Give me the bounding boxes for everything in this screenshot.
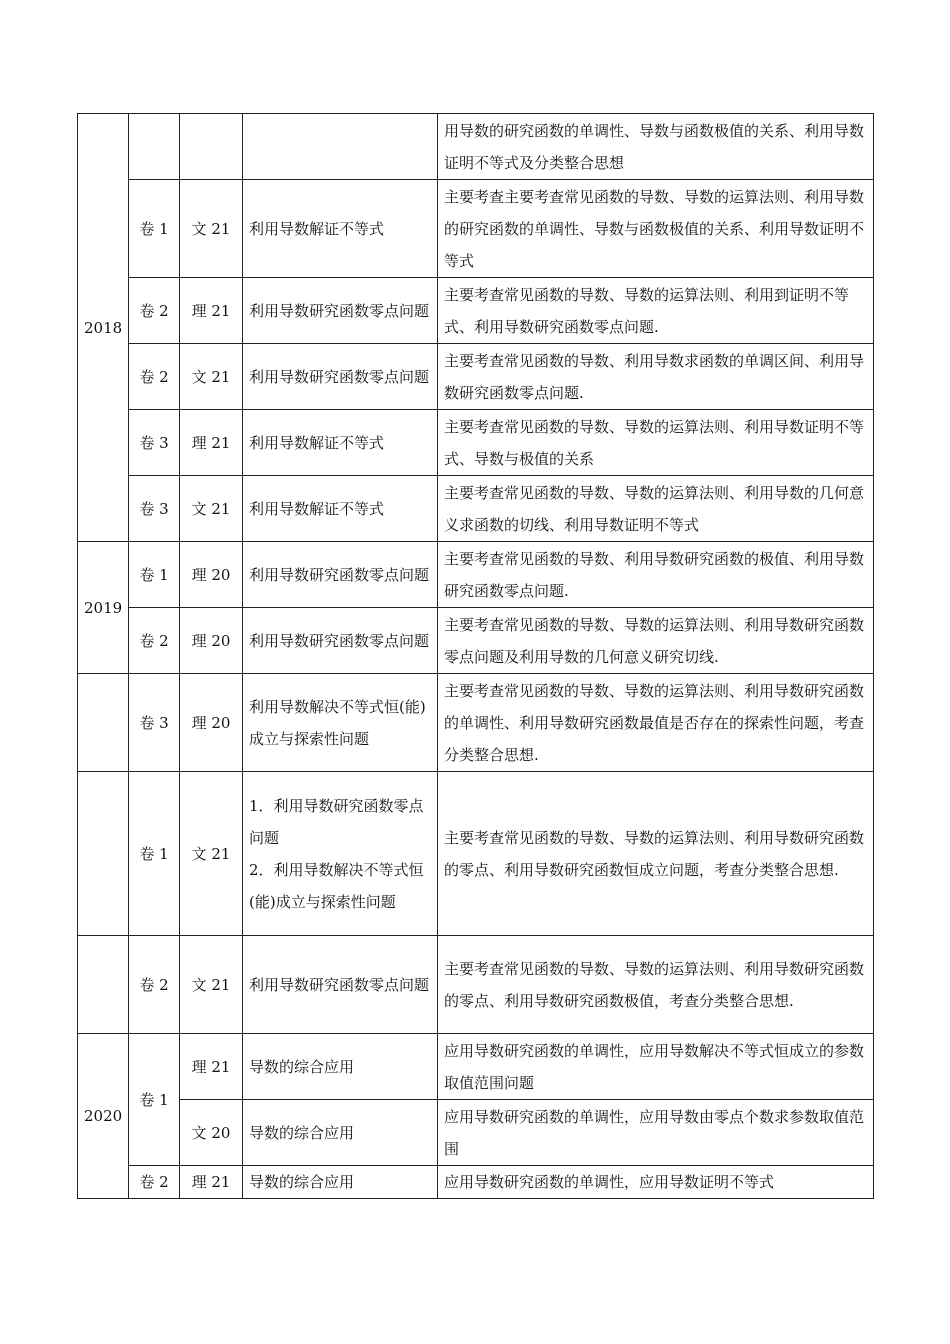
paper-cell: 卷 1: [129, 772, 180, 936]
description-cell: 主要考查主要考查常见函数的导数、导数的运算法则、利用导数的研究函数的单调性、导数与函数极值的关系、利用导数证明不等式: [438, 180, 874, 278]
question-cell: 文 21: [180, 180, 243, 278]
table-row: [78, 772, 874, 936]
topic-cell: 利用导数研究函数零点问题: [243, 608, 438, 674]
description-cell: 应用导数研究函数的单调性，应用导数解决不等式恒成立的参数取值范围问题: [438, 1034, 874, 1100]
table-row: [78, 608, 874, 674]
topic-cell: 利用导数研究函数零点问题: [243, 542, 438, 608]
description-cell: 主要考查常见函数的导数、导数的运算法则、利用到证明不等式、利用导数研究函数零点问题.: [438, 278, 874, 344]
topic-cell: 利用导数解证不等式: [243, 180, 438, 278]
table-row: [78, 278, 874, 344]
table-row: [78, 410, 874, 476]
paper-cell: 卷 3: [129, 674, 180, 772]
description-cell: 主要考查常见函数的导数、利用导数求函数的单调区间、利用导数研究函数零点问题.: [438, 344, 874, 410]
question-cell: 理 21: [180, 410, 243, 476]
question-cell: [180, 114, 243, 180]
year-cell-empty: [78, 936, 129, 1034]
question-cell: 理 20: [180, 608, 243, 674]
description-cell: 主要考查常见函数的导数、导数的运算法则、利用导数的几何意义求函数的切线、利用导数证明不等式: [438, 476, 874, 542]
description-cell: 主要考查常见函数的导数、利用导数研究函数的极值、利用导数研究函数零点问题.: [438, 542, 874, 608]
table-row: [78, 542, 874, 608]
year-cell-empty: [78, 674, 129, 772]
question-cell: 文 21: [180, 476, 243, 542]
table-row: [78, 344, 874, 410]
question-cell: 理 21: [180, 1166, 243, 1199]
table-row: [78, 1034, 874, 1100]
description-cell: 主要考查常见函数的导数、导数的运算法则、利用导数证明不等式、导数与极值的关系: [438, 410, 874, 476]
topic-cell: 利用导数研究函数零点问题: [243, 344, 438, 410]
year-cell: 2018: [78, 114, 129, 542]
question-cell: 理 21: [180, 1034, 243, 1100]
table-row: [78, 180, 874, 278]
paper-cell: 卷 1: [129, 1034, 180, 1166]
paper-cell: 卷 1: [129, 180, 180, 278]
topic-cell: 导数的综合应用: [243, 1100, 438, 1166]
description-cell: 用导数的研究函数的单调性、导数与函数极值的关系、利用导数证明不等式及分类整合思想: [438, 114, 874, 180]
topic-cell: 利用导数解决不等式恒(能)成立与探索性问题: [243, 674, 438, 772]
description-cell: 主要考查常见函数的导数、导数的运算法则、利用导数研究函数的零点、利用导数研究函数恒成立问题，考查分类整合思想.: [438, 772, 874, 936]
year-cell: 2019: [78, 542, 129, 674]
paper-cell: 卷 2: [129, 936, 180, 1034]
description-cell: 主要考查常见函数的导数、导数的运算法则、利用导数研究函数的零点、利用导数研究函数极值，考查分类整合思想.: [438, 936, 874, 1034]
paper-cell: [129, 114, 180, 180]
topic-cell: 导数的综合应用: [243, 1034, 438, 1100]
question-cell: 文 20: [180, 1100, 243, 1166]
table-row: [78, 936, 874, 1034]
paper-cell: 卷 2: [129, 1166, 180, 1199]
question-cell: 理 21: [180, 278, 243, 344]
paper-cell: 卷 1: [129, 542, 180, 608]
table-row: [78, 114, 874, 180]
description-cell: 主要考查常见函数的导数、导数的运算法则、利用导数研究函数零点问题及利用导数的几何意义研究切线.: [438, 608, 874, 674]
paper-cell: 卷 2: [129, 608, 180, 674]
paper-cell: 卷 3: [129, 410, 180, 476]
description-cell: 主要考查常见函数的导数、导数的运算法则、利用导数研究函数的单调性、利用导数研究函数最值是否存在的探索性问题，考查分类整合思想.: [438, 674, 874, 772]
topic-cell: 利用导数解证不等式: [243, 410, 438, 476]
topic-cell: 导数的综合应用: [243, 1166, 438, 1199]
table-row: [78, 674, 874, 772]
exam-analysis-table: [77, 113, 874, 1199]
paper-cell: 卷 2: [129, 278, 180, 344]
table-row: [78, 1100, 874, 1166]
topic-cell: 利用导数解证不等式: [243, 476, 438, 542]
question-cell: 文 21: [180, 936, 243, 1034]
description-cell: 应用导数研究函数的单调性，应用导数证明不等式: [438, 1166, 874, 1199]
year-cell-empty: [78, 772, 129, 936]
paper-cell: 卷 2: [129, 344, 180, 410]
paper-cell: 卷 3: [129, 476, 180, 542]
question-cell: 理 20: [180, 674, 243, 772]
question-cell: 理 20: [180, 542, 243, 608]
year-cell: 2020: [78, 1034, 129, 1199]
topic-cell: 1．利用导数研究函数零点问题 2．利用导数解决不等式恒(能)成立与探索性问题: [243, 772, 438, 936]
topic-cell: 利用导数研究函数零点问题: [243, 278, 438, 344]
description-cell: 应用导数研究函数的单调性，应用导数由零点个数求参数取值范围: [438, 1100, 874, 1166]
topic-cell: 利用导数研究函数零点问题: [243, 936, 438, 1034]
table-row: [78, 1166, 874, 1199]
topic-cell: [243, 114, 438, 180]
question-cell: 文 21: [180, 344, 243, 410]
question-cell: 文 21: [180, 772, 243, 936]
table-row: [78, 476, 874, 542]
